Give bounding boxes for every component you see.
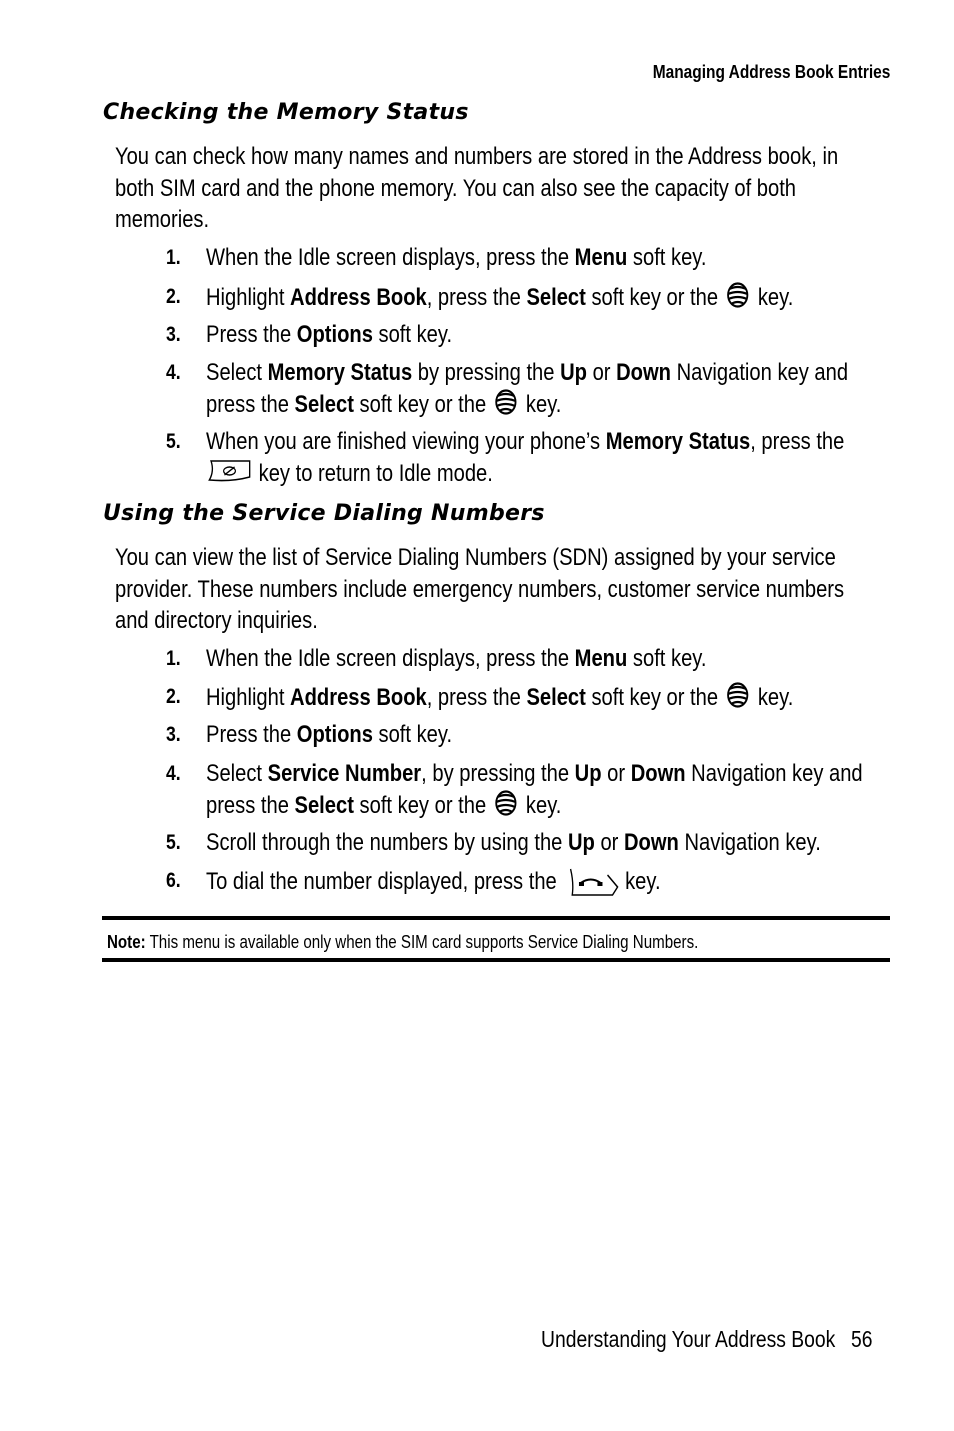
section-title-memory-status: Checking the Memory Status bbox=[103, 100, 469, 125]
step-text: When you are finished viewing your phone’s Memory Status, press the key to return to Idle mode. bbox=[206, 428, 845, 487]
intro-line: memories. bbox=[115, 206, 210, 233]
intro-line: You can view the list of Service Dialing Numbers (SDN) assigned by your service bbox=[115, 544, 836, 571]
intro-paragraph-memory bbox=[115, 141, 954, 236]
att-globe-icon bbox=[724, 281, 753, 309]
att-globe-icon bbox=[492, 388, 521, 416]
step-text: Highlight Address Book, press the Select soft key or the key. bbox=[206, 281, 793, 313]
step-text: Highlight Address Book, press the Select soft key or the key. bbox=[206, 681, 793, 713]
intro-line: both SIM card and the phone memory. You can also see the capacity of both bbox=[115, 174, 797, 202]
step-number: 6. bbox=[166, 869, 181, 892]
step-number: 2. bbox=[166, 285, 181, 308]
step-text: Press the Options soft key. bbox=[206, 321, 453, 348]
page-number: 56 bbox=[851, 1326, 873, 1352]
step-text: Select Memory Status by pressing the Up or Down Navigation key and press the Select soft key or the key. bbox=[206, 359, 849, 418]
att-globe-icon bbox=[724, 681, 753, 709]
intro-paragraph-sdn bbox=[115, 542, 954, 637]
step-number: 5. bbox=[166, 430, 181, 453]
end-key-icon bbox=[206, 457, 253, 485]
step-number: 3. bbox=[166, 323, 181, 346]
note-label: Note: bbox=[107, 932, 146, 952]
step-text: Press the Options soft key. bbox=[206, 721, 453, 748]
note-box bbox=[102, 916, 890, 962]
step-text: When the Idle screen displays, press the Menu soft key. bbox=[206, 244, 707, 271]
intro-line: provider. These numbers include emergency numbers, customer service numbers bbox=[115, 575, 845, 603]
running-head: Managing Address Book Entries bbox=[652, 62, 890, 82]
step-number: 4. bbox=[166, 762, 181, 785]
section-title-service-dialing: Using the Service Dialing Numbers bbox=[103, 501, 545, 526]
step-number: 1. bbox=[166, 647, 181, 670]
step-text: To dial the number displayed, press the key. bbox=[206, 865, 661, 899]
step-text: Scroll through the numbers by using the Up or Down Navigation key. bbox=[206, 829, 821, 856]
step-text: Select Service Number, by pressing the Up or Down Navigation key and press the Select soft key or the key. bbox=[206, 760, 863, 819]
intro-line: You can check how many names and numbers are stored in the Address book, in bbox=[115, 143, 839, 170]
att-globe-icon bbox=[492, 789, 521, 817]
note-text: Note: This menu is available only when the SIM card supports Service Dialing Numbers. bbox=[107, 932, 699, 952]
footer-section-title: Understanding Your Address Book bbox=[541, 1326, 836, 1352]
send-key-icon bbox=[562, 865, 619, 899]
step-number: 5. bbox=[166, 831, 181, 854]
step-text: When the Idle screen displays, press the Menu soft key. bbox=[206, 645, 707, 672]
intro-line: and directory inquiries. bbox=[115, 607, 318, 634]
step-number: 1. bbox=[166, 246, 181, 269]
step-number: 2. bbox=[166, 685, 181, 708]
step-number: 3. bbox=[166, 723, 181, 746]
step-number: 4. bbox=[166, 361, 181, 384]
